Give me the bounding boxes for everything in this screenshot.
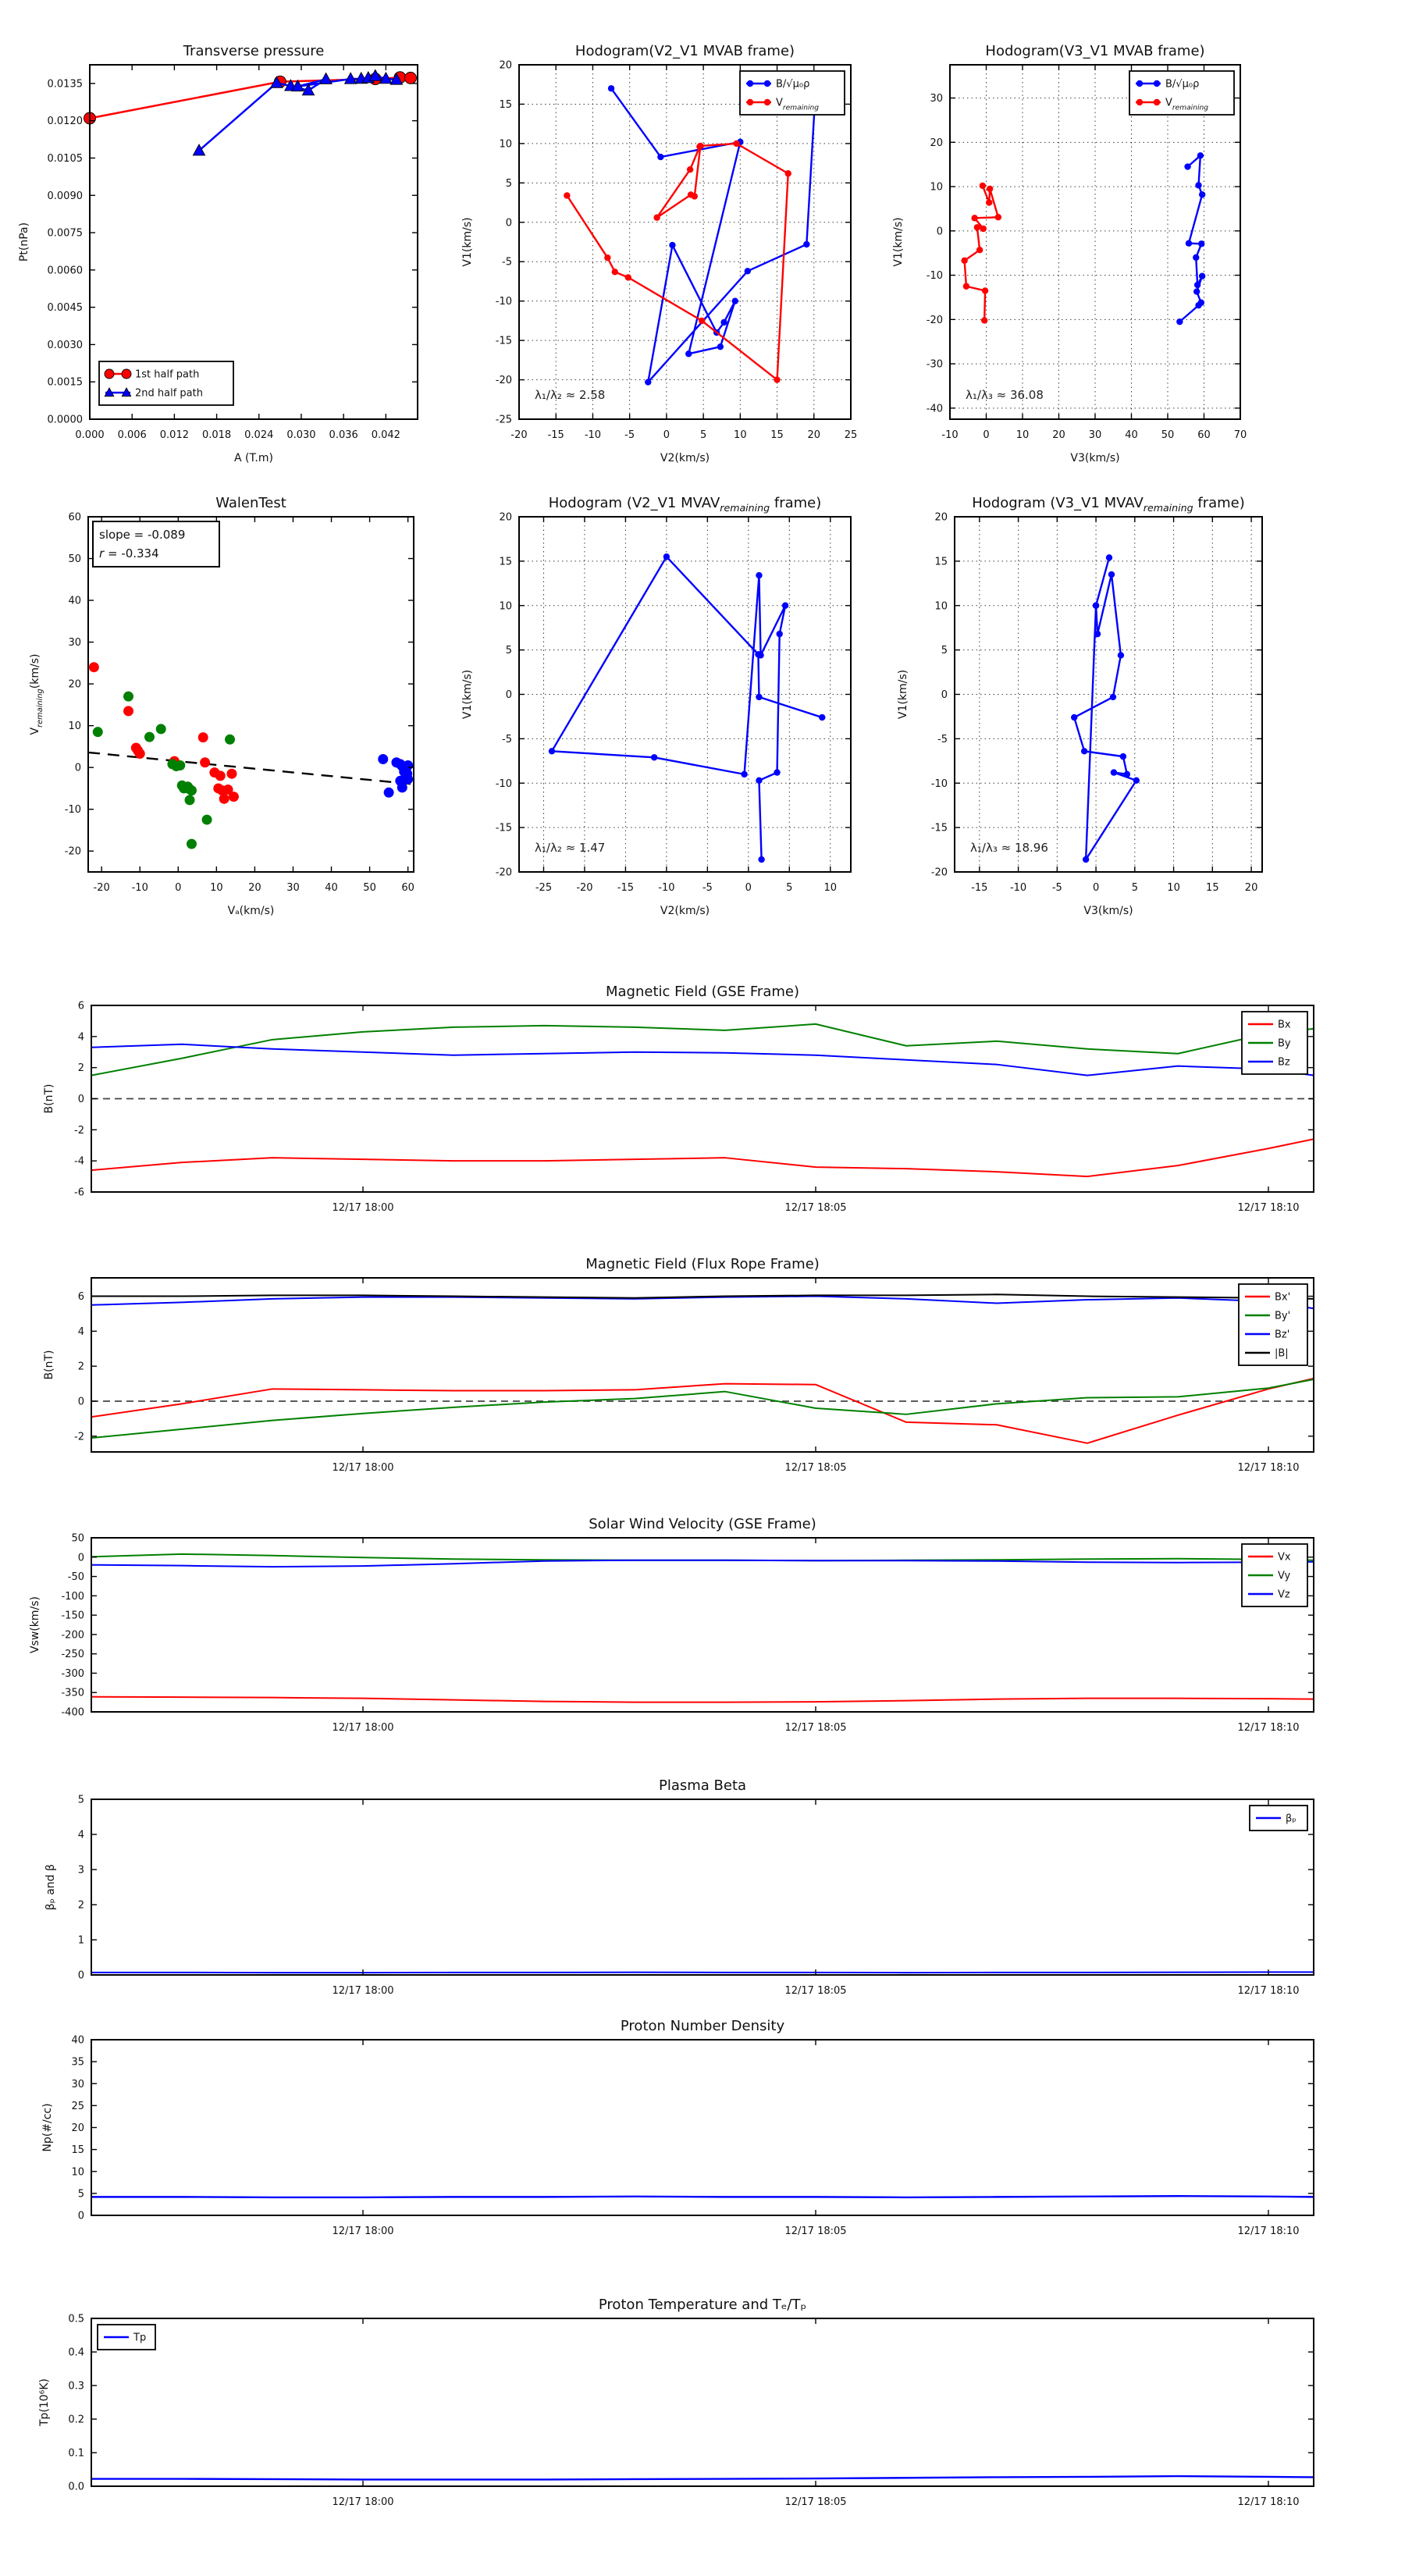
plasma-beta-legend (1250, 1806, 1307, 1831)
y-tick-label: 20 (68, 678, 81, 691)
y-tick-label: 40 (68, 595, 81, 607)
y-tick-label: 20 (71, 2122, 84, 2134)
walen-test-textbox-line: slope = -0.089 (99, 528, 186, 542)
x-tick-label: 60 (1197, 429, 1211, 441)
magnetic-field-gse-ylabel: B(nT) (43, 1083, 55, 1114)
legend-label: B/√μ₀ρ (776, 78, 810, 91)
y-tick-label: 10 (499, 138, 512, 151)
hodogram-v2v1-mvab-title: Hodogram(V2_V1 MVAB frame) (574, 43, 795, 59)
y-tick-label: 0.0000 (47, 414, 83, 426)
x-tick-label: -10 (131, 882, 148, 894)
y-tick-label: 20 (934, 511, 948, 524)
x-tick-label: 15 (770, 429, 784, 441)
x-tick-label: 0.018 (201, 429, 232, 441)
proton-temperature-ylabel: Tp(10⁶K) (38, 2379, 51, 2426)
x-tick-label: 20 (248, 882, 261, 894)
legend-label: Vz (1278, 1589, 1290, 1601)
y-tick-label: 6 (77, 1000, 84, 1012)
x-tick-label: -10 (1009, 882, 1027, 894)
x-tick-label: -10 (658, 882, 675, 894)
y-tick-label: 4 (77, 1031, 84, 1044)
hodogram-v3v1-mvab-ylabel: V1(km/s) (892, 217, 905, 267)
y-tick-label: 4 (77, 1325, 84, 1338)
y-tick-label: -15 (495, 335, 512, 347)
transverse-pressure-title: Transverse pressure (183, 43, 325, 59)
legend-label: By (1278, 1037, 1291, 1050)
y-tick-label: 20 (930, 137, 943, 149)
y-tick-label: 30 (71, 2078, 84, 2090)
legend-label: By' (1275, 1310, 1291, 1322)
hodogram-v2v1-mvav-ylabel: V1(km/s) (461, 669, 474, 720)
y-tick-label: 5 (77, 1794, 84, 1806)
plasma-beta-ylabel: βₚ and β (44, 1863, 57, 1911)
x-tick-label: 0.000 (75, 429, 105, 441)
y-tick-label: 0.0135 (47, 78, 83, 91)
y-tick-label: 15 (71, 2144, 84, 2157)
legend-label: Bz' (1275, 1329, 1290, 1341)
y-tick-label: 0.0015 (47, 376, 83, 389)
y-tick-label: -200 (61, 1629, 84, 1642)
y-tick-label: -10 (495, 777, 512, 790)
x-tick-label: 5 (786, 882, 793, 894)
y-tick-label: 5 (77, 2188, 84, 2201)
legend-label: Bx' (1275, 1291, 1291, 1304)
hodogram-v2v1-mvab-xlabel: V2(km/s) (660, 452, 710, 464)
y-tick-label: 50 (71, 1532, 84, 1545)
y-tick-label: 30 (930, 93, 943, 105)
x-tick-label: -20 (510, 429, 528, 441)
x-tick-label: 60 (401, 882, 414, 894)
y-tick-label: 0 (74, 762, 81, 774)
y-tick-label: 40 (71, 2034, 84, 2047)
solar-wind-velocity-ylabel: Vsw(km/s) (29, 1596, 41, 1654)
x-tick-label: 25 (844, 429, 858, 441)
hodogram-v3v1-mvav-title: Hodogram (V3_V1 $MVAV_{remaining}$ frame) (972, 495, 1245, 514)
x-tick-label: 5 (1131, 882, 1138, 894)
walen-test-textbox-line: r = -0.334 (99, 546, 159, 560)
x-tick-label: -20 (93, 882, 110, 894)
x-tick-label: 12/17 18:05 (784, 1722, 847, 1734)
y-tick-label: 2 (77, 1062, 84, 1075)
y-tick-label: 0 (77, 1396, 84, 1408)
y-tick-label: 0 (505, 689, 512, 701)
y-tick-label: -6 (74, 1187, 84, 1199)
x-tick-label: 70 (1233, 429, 1247, 441)
legend-label: $V_{remaining}$ (1165, 97, 1209, 112)
y-tick-label: 1 (77, 1934, 84, 1947)
hodogram-v3v1-mvab-annotation: λ₁/λ₃ ≈ 36.08 (966, 388, 1044, 402)
walen-test-xlabel: Vₐ(km/s) (227, 905, 275, 917)
y-tick-label: 0.0105 (47, 152, 83, 165)
x-tick-label: 10 (210, 882, 223, 894)
y-tick-label: 2 (77, 1899, 84, 1912)
y-tick-label: -25 (495, 414, 512, 426)
legend-label: 1st half path (135, 368, 200, 381)
legend-label: |B| (1275, 1347, 1289, 1360)
y-tick-label: 4 (77, 1829, 84, 1841)
y-tick-label: 50 (68, 553, 81, 566)
x-tick-label: 12/17 18:05 (784, 2226, 847, 2237)
hodogram-v2v1-mvab-annotation: λ₁/λ₂ ≈ 2.58 (535, 388, 606, 402)
x-tick-label: 0 (983, 429, 990, 441)
x-tick-label: 12/17 18:00 (332, 1202, 394, 1214)
x-tick-label: 12/17 18:00 (332, 1985, 394, 1997)
y-tick-label: 20 (499, 59, 512, 72)
y-tick-label: 0.0030 (47, 339, 83, 351)
y-tick-label: -5 (502, 733, 512, 745)
y-tick-label: 10 (930, 181, 943, 194)
x-tick-label: 12/17 18:05 (784, 2496, 847, 2508)
legend-label: Bz (1278, 1056, 1290, 1069)
x-tick-label: 0.012 (159, 429, 189, 441)
y-tick-label: -5 (502, 256, 512, 269)
y-tick-label: 0.4 (68, 2347, 84, 2359)
y-tick-label: -100 (61, 1590, 84, 1603)
y-tick-label: 0.0060 (47, 265, 83, 277)
y-tick-label: -20 (926, 314, 943, 326)
y-tick-label: 0 (505, 217, 512, 229)
transverse-pressure-xlabel: A (T.m) (234, 452, 273, 464)
legend-label: βₚ (1286, 1813, 1297, 1825)
x-tick-label: 0.006 (117, 429, 147, 441)
x-tick-label: 10 (1016, 429, 1030, 441)
y-tick-label: -4 (74, 1155, 84, 1168)
y-tick-label: 0.1 (68, 2447, 84, 2460)
y-tick-label: -15 (495, 822, 512, 834)
magnetic-field-gse-title: Magnetic Field (GSE Frame) (605, 984, 800, 1000)
x-tick-label: 20 (807, 429, 821, 441)
y-tick-label: -150 (61, 1610, 84, 1622)
legend-label: 2nd half path (135, 387, 203, 400)
legend-label: Tp (133, 2332, 147, 2344)
solar-wind-velocity-legend (1242, 1544, 1307, 1606)
x-tick-label: 12/17 18:10 (1237, 2226, 1300, 2237)
y-tick-label: -20 (64, 845, 81, 858)
magnetic-field-flux-rope-ylabel: B(nT) (43, 1350, 55, 1380)
y-tick-label: 10 (68, 720, 81, 733)
y-tick-label: 35 (71, 2056, 84, 2069)
proton-number-density-ylabel: Np(#/cc) (41, 2103, 54, 2152)
x-tick-label: 12/17 18:00 (332, 2496, 394, 2508)
y-tick-label: -10 (926, 270, 943, 283)
x-tick-label: 50 (363, 882, 376, 894)
x-tick-label: 12/17 18:05 (784, 1462, 847, 1474)
y-tick-label: 5 (505, 645, 512, 657)
y-tick-label: 25 (71, 2100, 84, 2112)
y-tick-label: -20 (495, 866, 512, 879)
hodogram-v2v1-mvav-xlabel: V2(km/s) (660, 905, 710, 917)
y-tick-label: -20 (930, 866, 948, 879)
hodogram-v3v1-mvab-legend (1129, 71, 1234, 115)
y-tick-label: 0.0 (68, 2481, 84, 2493)
legend-label: $V_{remaining}$ (776, 97, 820, 112)
x-tick-label: 0.030 (286, 429, 316, 441)
y-tick-label: 15 (499, 556, 512, 568)
x-tick-label: 12/17 18:10 (1237, 1462, 1300, 1474)
magnetic-field-flux-rope-legend (1239, 1284, 1307, 1365)
solar-wind-velocity-title: Solar Wind Velocity (GSE Frame) (589, 1516, 816, 1532)
y-tick-label: -250 (61, 1649, 84, 1661)
x-tick-label: 0 (663, 429, 670, 441)
x-tick-label: 20 (1244, 882, 1258, 894)
hodogram-v3v1-mvav-annotation: λ₁/λ₃ ≈ 18.96 (970, 841, 1048, 855)
x-tick-label: 0 (175, 882, 182, 894)
y-tick-label: 0.2 (68, 2414, 84, 2426)
y-tick-label: -15 (930, 822, 948, 834)
y-tick-label: -400 (61, 1706, 84, 1719)
x-tick-label: 12/17 18:10 (1237, 1722, 1300, 1734)
x-tick-label: 50 (1161, 429, 1175, 441)
x-tick-label: 12/17 18:05 (784, 1985, 847, 1997)
y-tick-label: -2 (74, 1124, 84, 1137)
x-tick-label: -25 (535, 882, 553, 894)
proton-number-density-title: Proton Number Density (620, 2018, 785, 2034)
hodogram-v2v1-mvab-legend (740, 71, 845, 115)
y-tick-label: 10 (499, 600, 512, 613)
x-tick-label: 0.036 (329, 429, 358, 441)
magnetic-field-flux-rope-title: Magnetic Field (Flux Rope Frame) (585, 1256, 820, 1272)
transverse-pressure-ylabel: Pt(nPa) (18, 222, 30, 262)
y-tick-label: -350 (61, 1687, 84, 1699)
y-tick-label: -10 (930, 777, 948, 790)
series-line (91, 1972, 1314, 1973)
x-tick-label: 40 (1125, 429, 1138, 441)
x-tick-label: -15 (617, 882, 635, 894)
y-tick-label: 0 (936, 226, 943, 238)
x-tick-label: 20 (1052, 429, 1065, 441)
y-tick-label: -10 (64, 804, 81, 817)
x-tick-label: 12/17 18:00 (332, 2226, 394, 2237)
hodogram-v3v1-mvav-xlabel: V3(km/s) (1083, 905, 1133, 917)
y-tick-label: 30 (68, 637, 81, 649)
y-tick-label: -2 (74, 1431, 84, 1443)
y-tick-label: 0.3 (68, 2380, 84, 2393)
x-tick-label: 40 (325, 882, 338, 894)
y-tick-label: 3 (77, 1864, 84, 1877)
x-tick-label: -5 (1051, 882, 1062, 894)
x-tick-label: -5 (702, 882, 713, 894)
y-tick-label: 0 (77, 2210, 84, 2222)
x-tick-label: -15 (971, 882, 988, 894)
x-tick-label: -5 (624, 429, 635, 441)
y-tick-label: 0 (77, 1969, 84, 1982)
hodogram-v3v1-mvav-ylabel: V1(km/s) (897, 669, 909, 720)
y-tick-label: -20 (495, 375, 512, 387)
y-tick-label: 0 (941, 689, 948, 701)
legend-label: B/√μ₀ρ (1165, 78, 1200, 91)
y-tick-label: 5 (941, 645, 948, 657)
legend-label: Vy (1278, 1570, 1291, 1582)
walen-test-title: WalenTest (215, 495, 286, 511)
x-tick-label: 0 (745, 882, 752, 894)
x-tick-label: 10 (734, 429, 747, 441)
x-tick-label: 10 (1167, 882, 1180, 894)
proton-temperature-legend (98, 2325, 155, 2350)
legend-label: Bx (1278, 1019, 1291, 1031)
x-tick-label: 0.024 (244, 429, 274, 441)
y-tick-label: -300 (61, 1667, 84, 1680)
plasma-beta-title: Plasma Beta (658, 1777, 747, 1794)
x-tick-label: 30 (286, 882, 300, 894)
legend-label: Vx (1278, 1551, 1291, 1564)
y-tick-label: -40 (926, 403, 943, 415)
x-tick-label: 12/17 18:10 (1237, 1202, 1300, 1214)
y-tick-label: 15 (499, 98, 512, 111)
hodogram-v2v1-mvab-ylabel: V1(km/s) (461, 217, 474, 267)
x-tick-label: 12/17 18:00 (332, 1462, 394, 1474)
y-tick-label: 0 (77, 1552, 84, 1564)
magnetic-field-gse-legend (1242, 1012, 1307, 1074)
hodogram-v2v1-mvav-title: Hodogram (V2_V1 $MVAV_{remaining}$ frame) (548, 495, 822, 514)
x-tick-label: 12/17 18:10 (1237, 2496, 1300, 2508)
y-tick-label: 2 (77, 1361, 84, 1373)
y-tick-label: -50 (67, 1571, 84, 1584)
x-tick-label: 30 (1088, 429, 1102, 441)
x-tick-label: -15 (547, 429, 564, 441)
y-tick-label: 15 (934, 556, 948, 568)
hodogram-v3v1-mvab-title: Hodogram(V3_V1 MVAB frame) (985, 43, 1205, 59)
y-tick-label: 10 (71, 2166, 84, 2179)
y-tick-label: 0.0120 (47, 116, 83, 128)
y-tick-label: 0.0075 (47, 227, 83, 240)
x-tick-label: 12/17 18:00 (332, 1722, 394, 1734)
walen-test-ylabel: $V_{remaining}(km/s)$ (29, 653, 44, 735)
x-tick-label: -10 (584, 429, 602, 441)
y-tick-label: 0.0045 (47, 302, 83, 315)
y-tick-label: 6 (77, 1291, 84, 1304)
y-tick-label: 10 (934, 600, 948, 613)
x-tick-label: 0 (1092, 882, 1100, 894)
y-tick-label: 60 (68, 511, 81, 524)
proton-temperature-title: Proton Temperature and Tₑ/Tₚ (598, 2297, 807, 2313)
x-tick-label: 15 (1206, 882, 1219, 894)
y-tick-label: -30 (926, 358, 943, 371)
x-tick-label: -10 (941, 429, 959, 441)
x-tick-label: -20 (576, 882, 593, 894)
y-tick-label: 20 (499, 511, 512, 524)
x-tick-label: 5 (699, 429, 707, 441)
y-tick-label: -10 (495, 296, 512, 308)
x-tick-label: 0.042 (371, 429, 400, 441)
y-tick-label: 0 (77, 1094, 84, 1105)
y-tick-label: 5 (505, 177, 512, 190)
y-tick-label: 0.5 (68, 2313, 84, 2325)
x-tick-label: 10 (823, 882, 838, 894)
x-tick-label: 12/17 18:10 (1237, 1985, 1300, 1997)
transverse-pressure-legend (99, 361, 233, 405)
y-tick-label: -5 (937, 733, 948, 745)
hodogram-v3v1-mvab-xlabel: V3(km/s) (1070, 452, 1120, 464)
y-tick-label: 0.0090 (47, 190, 83, 202)
x-tick-label: 12/17 18:05 (784, 1202, 847, 1214)
hodogram-v2v1-mvav-annotation: λ₁/λ₂ ≈ 1.47 (535, 841, 606, 855)
